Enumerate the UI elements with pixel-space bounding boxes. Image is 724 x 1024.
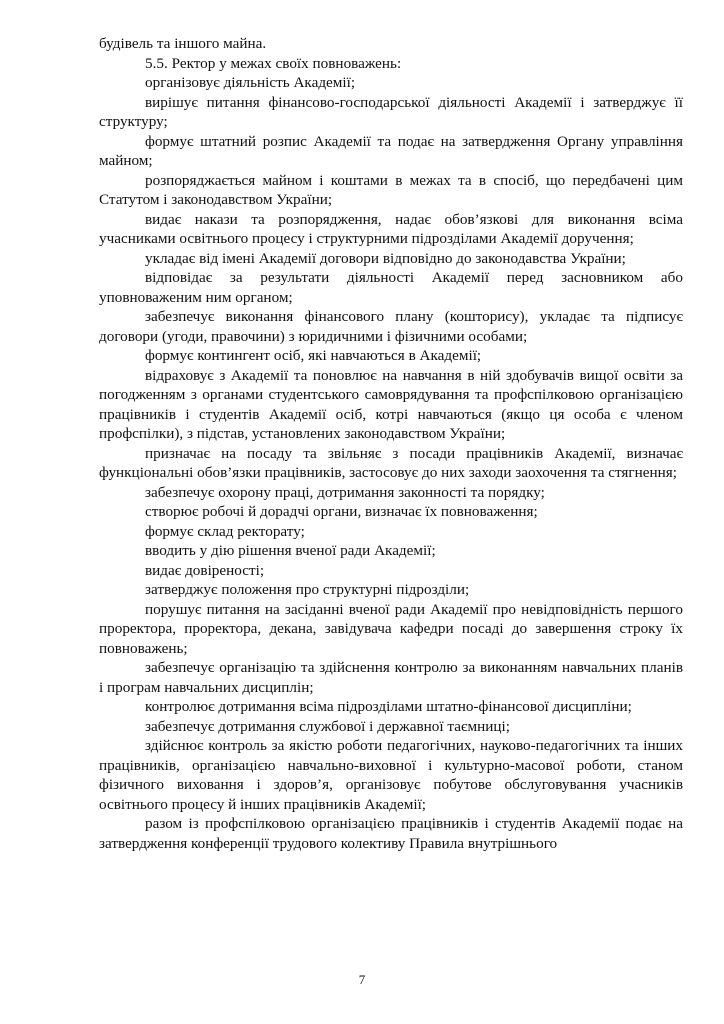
duty-item: розпоряджається майном і коштами в межах та в спосіб, що передбачені цим Статутом і законодавством України;	[99, 171, 683, 208]
duty-item: вирішує питання фінансово-господарської діяльності Академії і затверджує її структуру;	[99, 93, 683, 130]
duty-item: затверджує положення про структурні підрозділи;	[145, 581, 470, 598]
paragraph-continuation: будівель та іншого майна.	[99, 35, 267, 52]
duty-item: порушує питання на засіданні вченої ради Академії про невідповідність першого проректора, проректора, декана, завідувача кафедри посаді до завершення строку їх повноважень;	[99, 600, 683, 657]
document-body	[99, 34, 683, 853]
duty-item: видає накази та розпорядження, надає обов’язкові для виконання всіма учасниками освітнього процесу і структурними підрозділами Академії доручення;	[99, 210, 683, 247]
duty-item: вводить у дію рішення вченої ради Академії;	[145, 542, 436, 559]
duty-item: забезпечує виконання фінансового плану (кошторису), укладає та підписує договори (угоди, правочини) з юридичними і фізичними особами;	[99, 308, 683, 345]
duty-item: контролює дотримання всіма підрозділами штатно-фінансової дисципліни;	[145, 698, 632, 715]
duty-item: відповідає за результати діяльності Академії перед засновником або уповноваженим ним органом;	[99, 269, 683, 306]
duty-item: призначає на посаду та звільняє з посади працівників Академії, визначає функціональні обов’язки працівників, застосовує до них заходи заохочення та стягнення;	[99, 444, 683, 481]
duty-item: видає довіреності;	[145, 561, 265, 579]
duty-item: відраховує з Академії та поновлює на навчання в ній здобувачів вищої освіти за погодженням з органами студентського самоврядування та профспілковою організацією працівників і студентів Академії осіб, котрі навчаються (якщо ця особа є членом профспілки), з підстав, установлених законодавством України;	[99, 366, 683, 442]
duty-item: укладає від імені Академії договори відповідно до законодавства України;	[145, 249, 626, 267]
duty-item: здійснює контроль за якістю роботи педагогічних, науково-педагогічних та інших працівників, організацією навчально-виховної і культурно-масової роботи, станом фізичного виховання і здоров’я, організовує побутове обслуговування учасників освітнього процесу й інших працівників Академії;	[99, 737, 683, 813]
duty-item: забезпечує охорону праці, дотримання законності та порядку;	[145, 483, 545, 501]
duty-item: організовує діяльність Академії;	[145, 74, 356, 91]
duty-item: формує контингент осіб, які навчаються в Академії;	[145, 347, 482, 364]
duty-item: формує штатний розпис Академії та подає на затвердження Органу управління майном;	[99, 132, 683, 169]
duty-item: створює робочі й дорадчі органи, визначає їх повноваження;	[145, 503, 538, 520]
duty-item: разом із профспілковою організацією працівників і студентів Академії подає на затвердження конференції трудового колективу Правила внутрішнього	[99, 815, 683, 852]
duty-item: забезпечує організацію та здійснення контролю за виконанням навчальних планів і програм навчальних дисциплін;	[99, 659, 683, 696]
section-heading-5-5: 5.5. Ректор у межах своїх повноважень:	[145, 54, 402, 72]
duty-item: забезпечує дотримання службової і державної таємниці;	[145, 717, 510, 735]
page-number: 7	[358, 972, 366, 987]
duty-item: формує склад ректорату;	[145, 522, 305, 540]
